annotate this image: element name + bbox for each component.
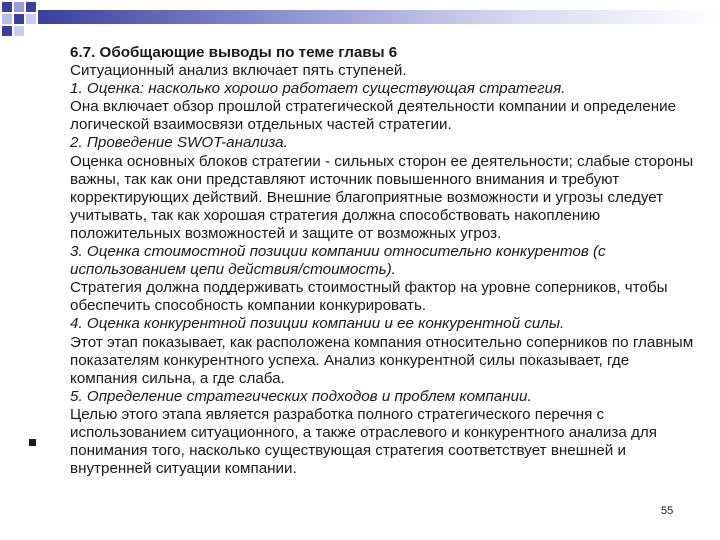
step-heading: 3. Оценка стоимостной позиции компании относительно конкурентов (с использованием цепи действия/стоимость). [70,243,606,279]
step-heading: 5. Определение стратегических подходов и проблем компании. [70,387,532,405]
paragraph: Стратегия должна поддерживать стоимостный фактор на уровне соперников, чтобы обеспечить способность компании конкурировать. [70,279,668,315]
page-number: 55 [661,505,674,517]
paragraph: Она включает обзор прошлой стратегической деятельности компании и определение логической взаимосвязи отдельных частей стратегии. [70,98,677,134]
step-heading: 4. Оценка конкурентной позиции компании и ее конкурентной силы. [70,315,565,333]
corner-decoration [0,0,60,60]
step-heading: 1. Оценка: насколько хорошо работает существующая стратегия. [70,80,566,98]
step-heading: 2. Проведение SWOT-анализа. [70,134,288,152]
paragraph: Этот этап показывает, как расположена компания относительно соперников по главным показателям конкурентного успеха. Анализ конкурентной силы показывает, где компания сильна, а где слаба. [70,333,694,387]
slide-title: 6.7. Обобщающие выводы по теме главы 6 [70,44,398,61]
header-gradient-band [38,10,720,24]
paragraph: Ситуационный анализ включает пять ступеней. [70,62,407,80]
slide-text-body [70,44,698,478]
paragraph: Оценка основных блоков стратегии - сильных сторон ее деятельности; слабые стороны важны, так как они представляют источник повышенного внимания и требуют корректирующих действий. Внешние благоприятные возможности и угрозы следует учитывать, так как хорошая стратегия должна способствовать накоплению положительных возможностей и защите от возможных угроз. [70,152,694,242]
bullet-square-icon [29,439,36,446]
paragraph: Целью этого этапа является разработка полного стратегического перечня с использованием ситуационного, а также отраслевого и конкурентного анализа для понимания того, насколько существующая стратегия соответствует внешней и внутренней ситуации компании. [70,405,657,478]
